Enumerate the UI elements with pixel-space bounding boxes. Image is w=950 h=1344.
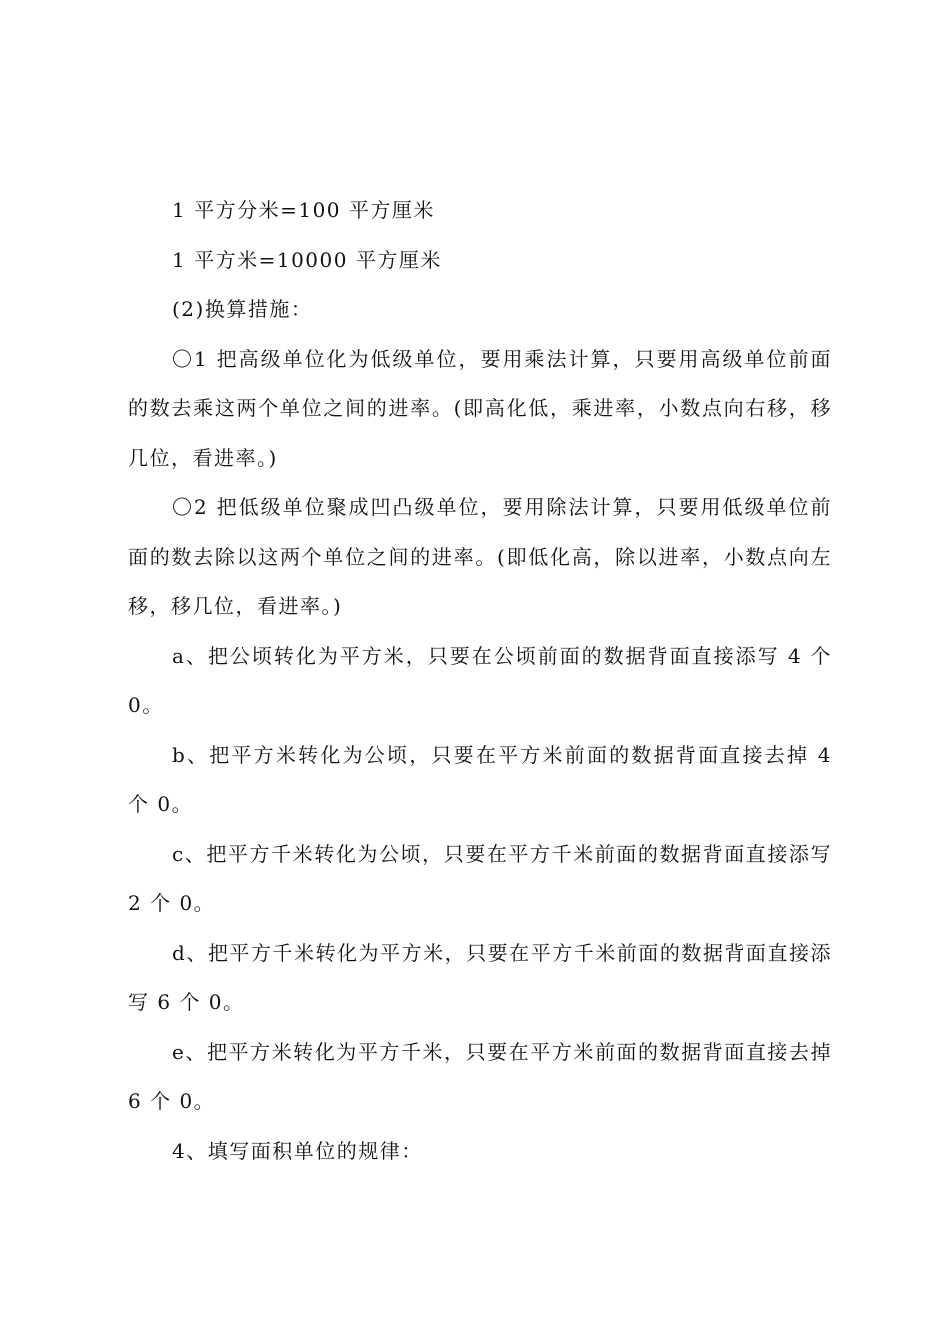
paragraph-rule-a: a、把公顷转化为平方米，只要在公顷前面的数据背面直接添写 4 个 0。 xyxy=(128,643,832,717)
paragraph-low-to-high: 〇2 把低级单位聚成凹凸级单位，要用除法计算，只要用低级单位前面的数去除以这两个单位之间的进率。(即低化高，除以进率，小数点向左移，移几位，看进率。) xyxy=(128,495,832,618)
document-body xyxy=(128,186,832,1176)
paragraph-rule-b: b、把平方米转化为公顷，只要在平方米前面的数据背面直接去掉 4 个 0。 xyxy=(128,742,832,816)
paragraph-rule-c: c、把平方千米转化为公顷，只要在平方千米前面的数据背面直接添写 2 个 0。 xyxy=(128,841,832,915)
paragraph-conversion-heading: (2)换算措施： xyxy=(172,297,313,321)
paragraph-rule-e: e、把平方米转化为平方千米，只要在平方米前面的数据背面直接去掉 6 个 0。 xyxy=(128,1039,832,1113)
paragraph-section-4-heading: 4、填写面积单位的规律： xyxy=(172,1138,423,1163)
paragraph-unit-m2: 1 平方米=10000 平方厘米 xyxy=(172,247,442,272)
paragraph-rule-d: d、把平方千米转化为平方米，只要在平方千米前面的数据背面直接添写 6 个 0。 xyxy=(128,940,832,1014)
paragraph-unit-dm2: 1 平方分米=100 平方厘米 xyxy=(172,198,435,222)
paragraph-high-to-low: 〇1 把高级单位化为低级单位，要用乘法计算，只要用高级单位前面的数去乘这两个单位之间的进率。(即高化低，乘进率，小数点向右移，移几位，看进率。) xyxy=(128,346,832,470)
